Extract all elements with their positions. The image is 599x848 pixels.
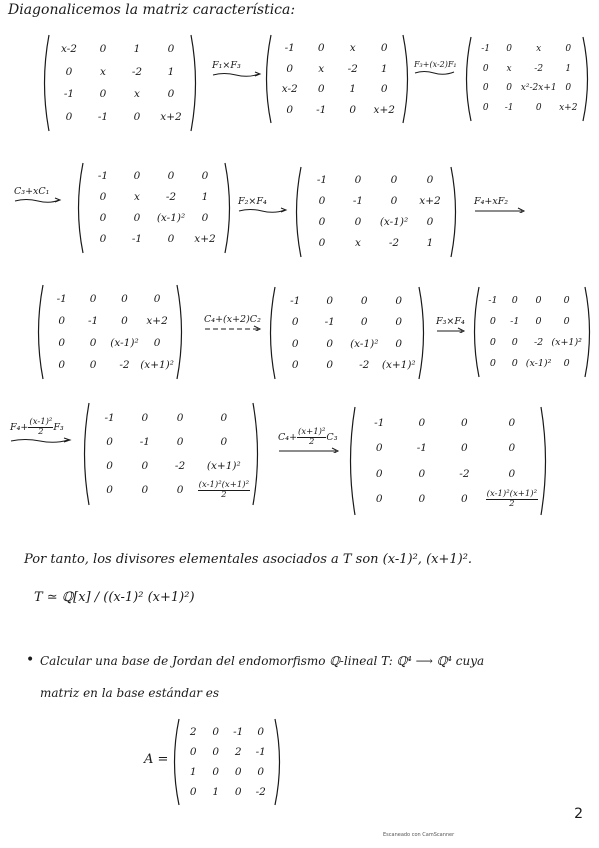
matrix-cell: x²-2x+1 [520, 83, 557, 94]
matrix-cell: 0 [176, 411, 184, 424]
matrix-cell: -1 [324, 316, 335, 328]
matrix-cell: 0 [318, 216, 326, 229]
matrix-cell: 0 [390, 174, 398, 187]
matrix-cell: 0 [360, 316, 368, 328]
matrix-cell: 0 [99, 191, 107, 204]
page-number: 2 [574, 806, 583, 822]
matrix-cell: 0 [508, 416, 516, 429]
op-label: F₂×F₄ [238, 196, 267, 207]
matrix-cell: 0 [418, 493, 426, 505]
matrix-cell: 0 [133, 170, 141, 183]
matrix-cell: 0 [349, 103, 357, 116]
arrow-icon [414, 69, 458, 75]
matrix-cell: 0 [395, 337, 403, 350]
left-paren-icon [262, 34, 272, 124]
matrix-cell: -1 [510, 315, 520, 327]
matrix-cell: -2 [533, 336, 544, 348]
op-r3-2 [436, 316, 466, 333]
matrix-cell: 0 [65, 110, 73, 123]
matrix-cell: 0 [234, 765, 242, 778]
arrow-icon [278, 447, 340, 453]
matrix-cells [182, 722, 272, 802]
matrix-cell: 0 [326, 359, 334, 371]
matrix-cell: 0 [354, 174, 362, 187]
fraction-denominator: 2 [221, 489, 227, 500]
matrix-cell: 0 [291, 316, 299, 328]
matrix-cell: 0 [189, 745, 197, 758]
matrix-cell: 0 [535, 102, 542, 113]
matrix-cell: 0 [482, 102, 489, 113]
right-paren-icon [540, 406, 550, 516]
matrix-cell: 0 [565, 44, 572, 55]
matrix-cell: 0 [234, 785, 242, 798]
arrow-icon [10, 437, 72, 443]
matrix-cells [474, 40, 580, 118]
matrix-cell: 0 [395, 316, 403, 328]
matrix-cell: 0 [291, 337, 299, 350]
matrix-cell: 0 [535, 315, 542, 327]
fraction-numerator: (x-1)²(x+1)² [198, 480, 249, 490]
matrix-cell: 0 [133, 110, 141, 123]
matrix-cell: -2 [347, 62, 358, 75]
right-paren-icon [418, 286, 428, 380]
matrix-cell: (x+1)² [206, 459, 241, 472]
op-r4-0 [10, 418, 72, 443]
left-paren-icon [266, 286, 276, 380]
matrix-cell: 0 [89, 358, 97, 371]
matrix-cell: -2 [459, 467, 470, 480]
matrix-cell: -1 [481, 44, 491, 55]
op-r2-1 [238, 196, 288, 213]
matrix-cell: 0 [106, 435, 113, 448]
matrix-cell: 0 [565, 83, 572, 94]
matrix-cell: 0 [286, 103, 294, 116]
matrix-cell: 0 [375, 467, 383, 480]
matrix-r4-1 [80, 402, 262, 506]
matrix-cells [358, 410, 538, 512]
matrix-cell: 0 [380, 42, 388, 54]
matrix-cell: 1 [167, 65, 175, 78]
matrix-cell: (x-1)² [156, 212, 186, 225]
matrix-cell: 0 [390, 195, 398, 208]
matrix-cell: 0 [99, 212, 107, 225]
matrix-cell: 0 [511, 357, 518, 369]
page-title: Diagonalicemos la matriz característica: [8, 2, 296, 18]
op-label-prefix: F₄+ [10, 421, 29, 433]
matrix-cell [198, 481, 250, 499]
matrix-cell: 0 [535, 294, 542, 306]
matrix-cell: -1 [290, 294, 301, 307]
conclusion-line-1: Por tanto, los divisores elementales asociados a T son (x-1)², (x+1)². [24, 552, 473, 567]
matrix-cell: -1 [316, 174, 328, 187]
matrix-cell: -1 [139, 435, 150, 448]
op-fraction [297, 428, 326, 447]
matrix-cell: -2 [131, 65, 143, 78]
matrix-r4-2 [346, 406, 550, 516]
matrix-cell: 0 [176, 483, 184, 496]
matrix-cell: 0 [563, 357, 570, 369]
left-paren-icon [80, 402, 90, 506]
fraction-denominator: 2 [309, 436, 315, 447]
matrix-cell: 0 [317, 83, 325, 95]
matrix-cell: 0 [167, 170, 175, 183]
op-label-suffix: C₃ [326, 431, 338, 443]
arrow-icon [436, 327, 466, 333]
matrix-cell: x [536, 44, 542, 55]
right-paren-icon [252, 402, 262, 506]
op-r1-1 [212, 60, 262, 77]
matrix-cell: -1 [104, 411, 115, 424]
matrix-cell: x-2 [281, 83, 298, 95]
matrix-cell: 0 [318, 195, 326, 208]
matrix-cell: 0 [506, 44, 512, 55]
matrix-r1-1 [40, 34, 200, 132]
left-paren-icon [40, 34, 50, 132]
matrix-cell: 0 [489, 336, 496, 348]
matrix-cell: x+2 [146, 314, 168, 327]
matrix-cells [304, 170, 448, 254]
matrix-cell: 0 [482, 83, 489, 94]
op-label: C₃+xC₁ [14, 186, 50, 197]
matrix-cell: 0 [380, 83, 388, 95]
matrix-cell: 0 [99, 88, 107, 100]
matrix-cell: 0 [58, 358, 66, 371]
matrix-cell: 0 [201, 170, 209, 183]
op-label: C₄+(x+2)C₂ [204, 314, 261, 325]
arrow-icon [14, 197, 62, 203]
fraction-numerator: (x-1)² [29, 417, 53, 427]
matrix-cell: 0 [511, 336, 518, 348]
matrix-cell: -1 [56, 292, 67, 305]
matrix-cell: -2 [165, 191, 177, 204]
op-r2-2 [474, 196, 526, 213]
matrix-cell: x [355, 237, 361, 250]
footer-watermark: Escaneado con CamScanner [383, 832, 455, 838]
matrix-cell: -1 [87, 314, 99, 327]
matrix-cell: 0 [89, 292, 97, 305]
arrow-icon [238, 207, 288, 213]
matrix-cell: -2 [534, 63, 544, 74]
matrix-cell: (x-1)² [110, 336, 139, 349]
matrix-cell: 0 [167, 43, 175, 55]
matrix-cell: 0 [121, 314, 128, 327]
matrix-cells [278, 290, 416, 376]
matrix-cell: x+2 [160, 110, 182, 123]
arrow-icon [204, 325, 262, 331]
right-paren-icon [176, 284, 186, 380]
matrix-cell: (x-1)² [525, 357, 552, 369]
fraction-denominator: 2 [38, 426, 44, 437]
matrix-cell: 1 [189, 765, 197, 778]
matrix-cell: -1 [316, 103, 327, 116]
matrix-cells [52, 38, 188, 128]
right-paren-icon [584, 286, 594, 378]
cell-fraction [486, 490, 538, 508]
cell-fraction [198, 481, 250, 499]
matrix-cell: -2 [119, 358, 130, 371]
matrix-cell: -1 [416, 442, 427, 454]
matrix-cells [86, 166, 222, 250]
matrix-cell: 0 [99, 43, 107, 55]
right-paren-icon [274, 718, 284, 806]
matrix-cell: 0 [508, 442, 516, 454]
op-label: F₁×F₃ [212, 60, 241, 71]
right-paren-icon [402, 34, 412, 124]
matrix-cell: 0 [326, 294, 334, 307]
matrix-cell: (x-1)² [379, 216, 409, 229]
exercise-line-1: Calcular una base de Jordan del endomorfismo ℚ-lineal T: ℚ⁴ ⟶ ℚ⁴ cuya [40, 654, 485, 668]
matrix-cell: 0 [212, 725, 220, 738]
matrix-cell: -1 [97, 110, 109, 123]
matrix-cell: 0 [418, 416, 426, 429]
matrix-cell: 0 [220, 435, 228, 448]
matrix-cells [92, 406, 250, 502]
exercise-bullet: • [26, 652, 35, 668]
matrix-cell: 0 [489, 357, 496, 369]
matrix-cell: 0 [58, 314, 66, 327]
matrix-cell: 0 [461, 442, 468, 454]
op-r4-1 [278, 428, 340, 453]
matrix-cell: x-2 [61, 43, 77, 55]
matrix-cell: x [349, 42, 356, 54]
matrix-r2-2 [292, 166, 460, 258]
matrix-r3-1 [34, 284, 186, 380]
matrix-cell: 0 [395, 294, 403, 307]
matrix-cell: -1 [488, 294, 498, 306]
matrix-cell: 0 [489, 315, 496, 327]
matrix-cell: 0 [563, 294, 570, 306]
matrix-cell [486, 490, 538, 508]
fraction-numerator: (x+1)² [298, 427, 326, 437]
left-paren-icon [74, 162, 84, 254]
matrix-cells [274, 38, 400, 120]
matrix-cell: x+2 [419, 195, 441, 208]
left-paren-icon [34, 284, 44, 380]
matrix-cell: 0 [326, 337, 334, 350]
matrix-cell: 1 [565, 63, 572, 74]
matrix-cell: 0 [65, 65, 73, 78]
matrix-cell: x [100, 65, 106, 78]
matrix-cell: 0 [99, 233, 107, 246]
matrix-cell: 0 [482, 63, 489, 74]
matrix-cell: 0 [212, 745, 220, 758]
op-label: F₄+xF₂ [474, 196, 509, 207]
matrix-label: A = [144, 752, 169, 767]
arrow-icon [212, 71, 262, 77]
matrix-cell: 0 [291, 359, 299, 371]
matrix-r2-1 [74, 162, 234, 254]
matrix-r1-2 [262, 34, 412, 124]
matrix-cell: 1 [349, 83, 357, 95]
matrix-cell: x [134, 191, 140, 204]
fraction-denominator: 2 [509, 498, 515, 509]
matrix-cell: -1 [504, 102, 514, 113]
matrix-r3-3 [470, 286, 594, 378]
matrix-cell: 0 [167, 88, 175, 100]
matrix-cell: -2 [255, 785, 266, 798]
right-paren-icon [224, 162, 234, 254]
op-label: F₃+(x-2)F₁ [414, 60, 457, 69]
matrix-cell: 1 [133, 43, 141, 55]
matrix-cells [482, 290, 582, 374]
right-paren-icon [582, 36, 592, 122]
matrix-cell: (x+1)² [381, 359, 416, 371]
matrix-cell: 0 [508, 467, 516, 480]
matrix-cell: 0 [141, 483, 149, 496]
matrix-cell: 0 [106, 483, 113, 496]
op-fraction [28, 418, 53, 437]
matrix-cell: 0 [106, 459, 113, 472]
matrix-cell: 0 [89, 336, 97, 349]
matrix-r3-2 [266, 286, 428, 380]
matrix-cell: 0 [317, 42, 325, 54]
fraction-numerator: (x-1)²(x+1)² [486, 489, 537, 500]
arrow-icon [474, 207, 526, 213]
matrix-cell: 0 [506, 83, 512, 94]
matrix-cell: 2 [234, 745, 242, 758]
matrix-cell: -1 [374, 416, 385, 429]
matrix-cell: 0 [153, 336, 161, 349]
matrix-A [170, 718, 284, 806]
matrix-cell: 0 [461, 416, 468, 429]
matrix-cell: (x+1)² [551, 336, 582, 348]
matrix-cell: (x+1)² [140, 358, 174, 371]
matrix-cell: 0 [360, 294, 368, 307]
matrix-cell: -2 [388, 237, 400, 250]
matrix-cell: -1 [352, 195, 364, 208]
matrix-cell: (x-1)² [350, 337, 379, 350]
matrix-cell: 1 [201, 191, 209, 204]
matrix-cell: 0 [141, 411, 149, 424]
left-paren-icon [346, 406, 356, 516]
matrix-cell: 0 [461, 493, 468, 505]
matrix-cell: 0 [121, 292, 128, 305]
matrix-cell: 0 [212, 765, 220, 778]
matrix-cell: x+2 [194, 233, 216, 246]
matrix-cell: x+2 [373, 103, 395, 116]
matrix-cells [46, 288, 174, 376]
exercise-line-2: matriz en la base estándar es [40, 686, 220, 700]
matrix-cell: 0 [220, 411, 228, 424]
op-label: F₃×F₄ [436, 316, 465, 327]
right-paren-icon [190, 34, 200, 132]
matrix-cell: -1 [131, 233, 143, 246]
matrix-cell: -1 [97, 170, 109, 183]
op-r2-0 [14, 186, 62, 203]
matrix-cell: x [134, 88, 140, 100]
matrix-cell: 1 [426, 237, 434, 250]
matrix-cell: -1 [233, 725, 244, 738]
op-label-prefix: C₄+ [278, 431, 298, 443]
matrix-cell: -1 [63, 88, 75, 100]
op-r1-2 [414, 60, 458, 75]
matrix-cell: 0 [167, 233, 175, 246]
matrix-cell: 0 [176, 435, 184, 448]
matrix-cell: 0 [201, 212, 209, 225]
op-label-suffix: F₃ [53, 421, 64, 433]
matrix-cell: 0 [133, 212, 141, 225]
matrix-cell: 0 [318, 237, 326, 250]
matrix-cell: 0 [141, 459, 149, 472]
matrix-r1-3 [462, 36, 592, 122]
matrix-cell: 0 [153, 292, 161, 305]
matrix-cell: 0 [418, 467, 426, 480]
matrix-cell: 0 [286, 62, 294, 75]
left-paren-icon [292, 166, 302, 258]
matrix-cell: 0 [257, 725, 265, 738]
matrix-cell: x+2 [559, 102, 578, 113]
matrix-cell: 2 [189, 725, 197, 738]
matrix-cell: 0 [426, 216, 434, 229]
left-paren-icon [462, 36, 472, 122]
matrix-cell: -2 [174, 459, 186, 472]
matrix-cell: x [506, 63, 512, 74]
matrix-cell: 0 [257, 765, 265, 778]
matrix-cell: 0 [189, 785, 197, 798]
matrix-cell: 0 [426, 174, 434, 187]
matrix-cell: -2 [359, 359, 370, 371]
matrix-cell: x [318, 62, 325, 75]
matrix-cell: 0 [58, 336, 66, 349]
matrix-cell: 0 [354, 216, 362, 229]
left-paren-icon [170, 718, 180, 806]
op-r3-1 [204, 314, 262, 331]
matrix-cell: 0 [375, 442, 383, 454]
matrix-cell: 0 [563, 315, 570, 327]
matrix-cell: 1 [380, 62, 388, 75]
matrix-cell: 0 [375, 493, 383, 505]
matrix-cell: -1 [255, 745, 266, 758]
conclusion-line-2: T ≃ ℚ[x] / ((x-1)² (x+1)²) [34, 590, 195, 605]
right-paren-icon [450, 166, 460, 258]
matrix-cell: 1 [212, 785, 220, 798]
matrix-cell: 0 [511, 294, 518, 306]
matrix-cell: -1 [284, 42, 295, 54]
left-paren-icon [470, 286, 480, 378]
